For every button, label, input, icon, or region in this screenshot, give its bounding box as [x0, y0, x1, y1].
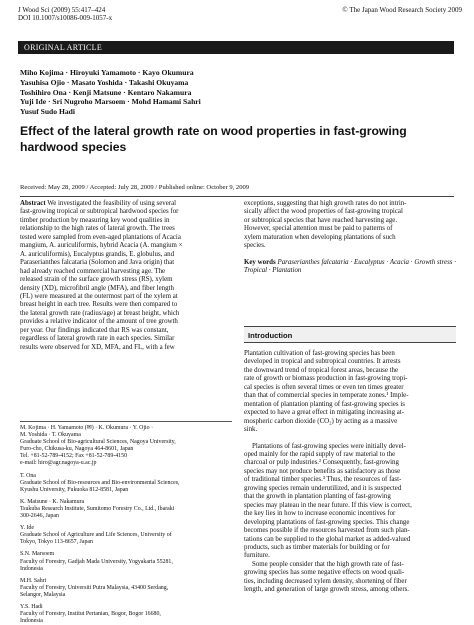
intro-line: of traditional timber species.³ Thus, the resources of fast-	[244, 476, 402, 484]
affiliation-line: Faculty of Forestry, Universiti Putra Malaysia, 43400 Serdang,	[20, 584, 169, 591]
keywords	[244, 259, 456, 276]
abstract-line: regardless of lateral growth rate in each species. Similar	[20, 335, 175, 343]
affiliations	[20, 425, 232, 625]
affiliation-block	[20, 604, 232, 625]
affiliation-line: S.N. Marsoem	[20, 551, 55, 558]
abstract-line: Paraserianthes falcataria (Solomon and Java origin) that	[20, 259, 175, 267]
journal-citation: J Wood Sci (2009) 55:417–424	[18, 6, 106, 14]
abstract-right	[244, 200, 456, 276]
affiliation-line: K. Matsune · K. Nakamura	[20, 498, 85, 505]
intro-line: cal species is often several times or even ten times greater	[244, 383, 404, 391]
doi: DOI 10.1007/s10086-009-1057-x	[18, 14, 113, 22]
introduction-body	[244, 350, 456, 595]
affiliation-block	[20, 551, 232, 572]
author-list	[20, 68, 450, 117]
intro-line: charcoal or pulp industries.² Consequently, fast-growing	[244, 459, 399, 467]
abstract-line: tested were sampled from even-aged plantations of Acacia	[20, 233, 181, 241]
abstract-left	[20, 200, 232, 352]
author-line: Toshihiro Ona · Kenji Matsune · Kentaro Nakamura	[20, 87, 192, 97]
abstract-line: A. auriculiformis), Eucalyptus grandis, E. globulus, and	[20, 250, 175, 258]
author-line: Yasuhisa Ojio · Masato Yoshida · Takashi Okuyama	[20, 77, 189, 87]
intro-line: mospheric carbon dioxide (CO₂) by acting as a massive	[244, 417, 398, 425]
abstract-line: results were observed for XD, MFA, and FL, with a few	[20, 343, 175, 351]
article-title: Effect of the lateral growth rate on wood properties in fast-growing hardwood species	[20, 124, 407, 154]
intro-line: species may not produce benefits as satisfactory as those	[244, 467, 401, 475]
affiliation-line: M. Yoshida · T. Okuyama	[20, 432, 81, 439]
article-type-badge: ORIGINAL ARTICLE	[18, 41, 454, 54]
email-link[interactable]: e-mail: hiro@agr.nagoya-u.ac.jp	[20, 460, 97, 467]
section-heading-introduction: Introduction	[244, 326, 456, 343]
affiliation-line: Tel. +81-52-789-4152; Fax +81-52-789-4150	[20, 453, 128, 460]
affiliation-line: Tsukuba Research Institute, Sumitomo Forestry Co., Ltd., Ibaraki	[20, 505, 175, 512]
affiliation-line: Indonesia	[20, 565, 43, 572]
abstract-line: released strain of the surface growth stress (RS), xylem	[20, 276, 173, 284]
affiliation-line: M. Kojima · H. Yamamoto (✉) · K. Okumura · Y. Ojio ·	[20, 425, 154, 431]
affiliation-line: Faculty of Forestry, Institut Pertanian, Bogor, Bogor 16680,	[20, 611, 161, 618]
abstract-line: species.	[244, 242, 266, 250]
intro-line: Some people consider that the high growth rate of fast-	[252, 560, 404, 568]
affiliation-line: Indonesia	[20, 618, 43, 625]
abstract-line: sically affect the wood properties of fast-growing tropical	[244, 208, 403, 216]
intro-line: that the growth in plantation planting of fast-growing	[244, 493, 391, 501]
affiliation-line: Kyushu University, Fukuoka 812-8581, Japan	[20, 486, 129, 493]
affiliation-block	[20, 473, 232, 494]
intro-line: the downward trend of tropical forest areas, because the	[244, 366, 399, 374]
keywords-label: Key words	[244, 258, 276, 266]
affiliation-block	[20, 425, 232, 468]
abstract-line: breast height in each tree. Results were then compared to	[20, 301, 178, 309]
intro-line: developed in tropical and subtropical countries. It arrests	[244, 358, 401, 366]
affiliation-line: Furo-cho, Chikusa-ku, Nagoya 464-8601, Japan	[20, 446, 134, 453]
affiliation-block	[20, 578, 232, 599]
intro-line: Plantations of fast-growing species were initially devel-	[252, 442, 406, 450]
affiliation-line: Selangor, Malaysia	[20, 591, 66, 598]
intro-line: products, such as timber materials for building or for	[244, 543, 390, 551]
affiliation-line: Tokyo, Tokyo 113-8657, Japan	[20, 539, 93, 546]
intro-line: growing species remain underutilized, and it is suspected	[244, 484, 402, 492]
affiliation-block	[20, 525, 232, 546]
abstract-line: relationship to the high rates of lateral growth. The trees	[20, 225, 175, 233]
intro-line: the key lies in how to increase economic incentives for	[244, 510, 396, 518]
intro-line: ties, including decreased xylem density, shortening of fiber	[244, 577, 407, 585]
abstract-line: xylem maturation when developing plantations of such	[244, 233, 396, 241]
abstract-line: density (XD), microfibril angle (MFA), and fiber length	[20, 284, 174, 292]
affiliation-line: T. Ona	[20, 472, 36, 479]
copyright: © The Japan Wood Research Society 2009	[342, 6, 462, 14]
intro-line: developing plantations of fast-growing species. This change	[244, 518, 410, 526]
publication-dates: Received: May 28, 2009 / Accepted: July 28, 2009 / Published online: October 9, 2009	[20, 184, 250, 191]
affiliation-line: Graduate School of Bio-agricultural Sciences, Nagoya University,	[20, 439, 176, 446]
abstract-line: (FL) were measured at the outermost part of the xylem at	[20, 292, 178, 300]
author-line: Miho Kojima · Hiroyuki Yamamoto · Kayo Okumura	[20, 68, 194, 77]
affiliation-line: Y. Ide	[20, 525, 34, 532]
intro-line: Plantation cultivation of fast-growing species has been	[244, 350, 395, 357]
affiliation-line: M.H. Sahri	[20, 577, 47, 584]
running-header	[18, 6, 462, 22]
author-line: Yuji Ide · Sri Nugroho Marsoem · Mohd Hamami Sahri	[20, 97, 201, 107]
abstract-line: the lateral growth rate (radius/age) at breast height, which	[20, 309, 180, 317]
intro-line: expected to have a great effect in mitigating increasing at-	[244, 409, 405, 417]
intro-line: sink.	[244, 426, 258, 434]
abstract-line: fast-growing tropical or subtropical hardwood species for	[20, 208, 179, 216]
intro-line: becomes possible if the resources harvested from such plan-	[244, 527, 410, 535]
affiliation-line: 300-2646, Japan	[20, 513, 59, 520]
affiliation-line: Graduate School of Bio-resources and Bio-environmental Sciences,	[20, 479, 180, 486]
abstract-line: However, special attention must be paid to patterns of	[244, 225, 393, 233]
intro-line: furniture.	[244, 552, 270, 560]
affiliation-line: Faculty of Forestry, Gadjah Mada University, Yogyakarta 55281,	[20, 558, 173, 565]
abstract-line: exceptions, suggesting that high growth rates do not intrin-	[244, 200, 407, 207]
affiliation-line: Y.S. Hadi	[20, 603, 43, 610]
abstract-label: Abstract	[20, 200, 46, 207]
footnote-divider	[20, 421, 232, 422]
intro-line: than that of commercial species in temperate zones.¹ Imple-	[244, 392, 409, 400]
author-line: Yusuf Sudo Hadi	[20, 107, 76, 117]
affiliation-block	[20, 499, 232, 520]
intro-line: mentation of plantation planting of fast-growing species is	[244, 400, 405, 408]
abstract-line: mangium, A. auriculiformis, hybrid Acacia (A. mangium ×	[20, 242, 183, 250]
abstract-line: or subtropical species that have reached harvesting age.	[244, 216, 398, 224]
abstract-line: per year. Our findings indicated that RS was constant,	[20, 326, 169, 334]
section-divider	[20, 196, 454, 197]
intro-line: species may plateau in the near future. If this view is correct,	[244, 501, 412, 509]
abstract-line: We investigated the feasibility of using several	[47, 200, 177, 207]
intro-line: tations can be supplied to the global market as added-valued	[244, 535, 411, 543]
intro-line: growing species has some negative effects on wood quali-	[244, 569, 405, 577]
keywords-text: Paraserianthes falcataria · Eucalyptus · Acacia · Growth stress · Tropical · Plantation	[244, 258, 456, 275]
affiliation-line: Graduate School of Agriculture and Life Sciences, University of	[20, 532, 172, 539]
intro-line: oped mainly for the rapid supply of raw material to the	[244, 450, 396, 458]
abstract-line: provides a relative indicator of the amount of tree growth	[20, 318, 178, 326]
intro-line: rate of growth or biomass production in fast-growing tropi-	[244, 375, 408, 383]
abstract-line: had already reached commercial harvesting age. The	[20, 267, 166, 275]
abstract-line: timber production by measuring key wood qualities in	[20, 216, 170, 224]
intro-line: length, and generation of large growth stress, among others.	[244, 586, 410, 594]
